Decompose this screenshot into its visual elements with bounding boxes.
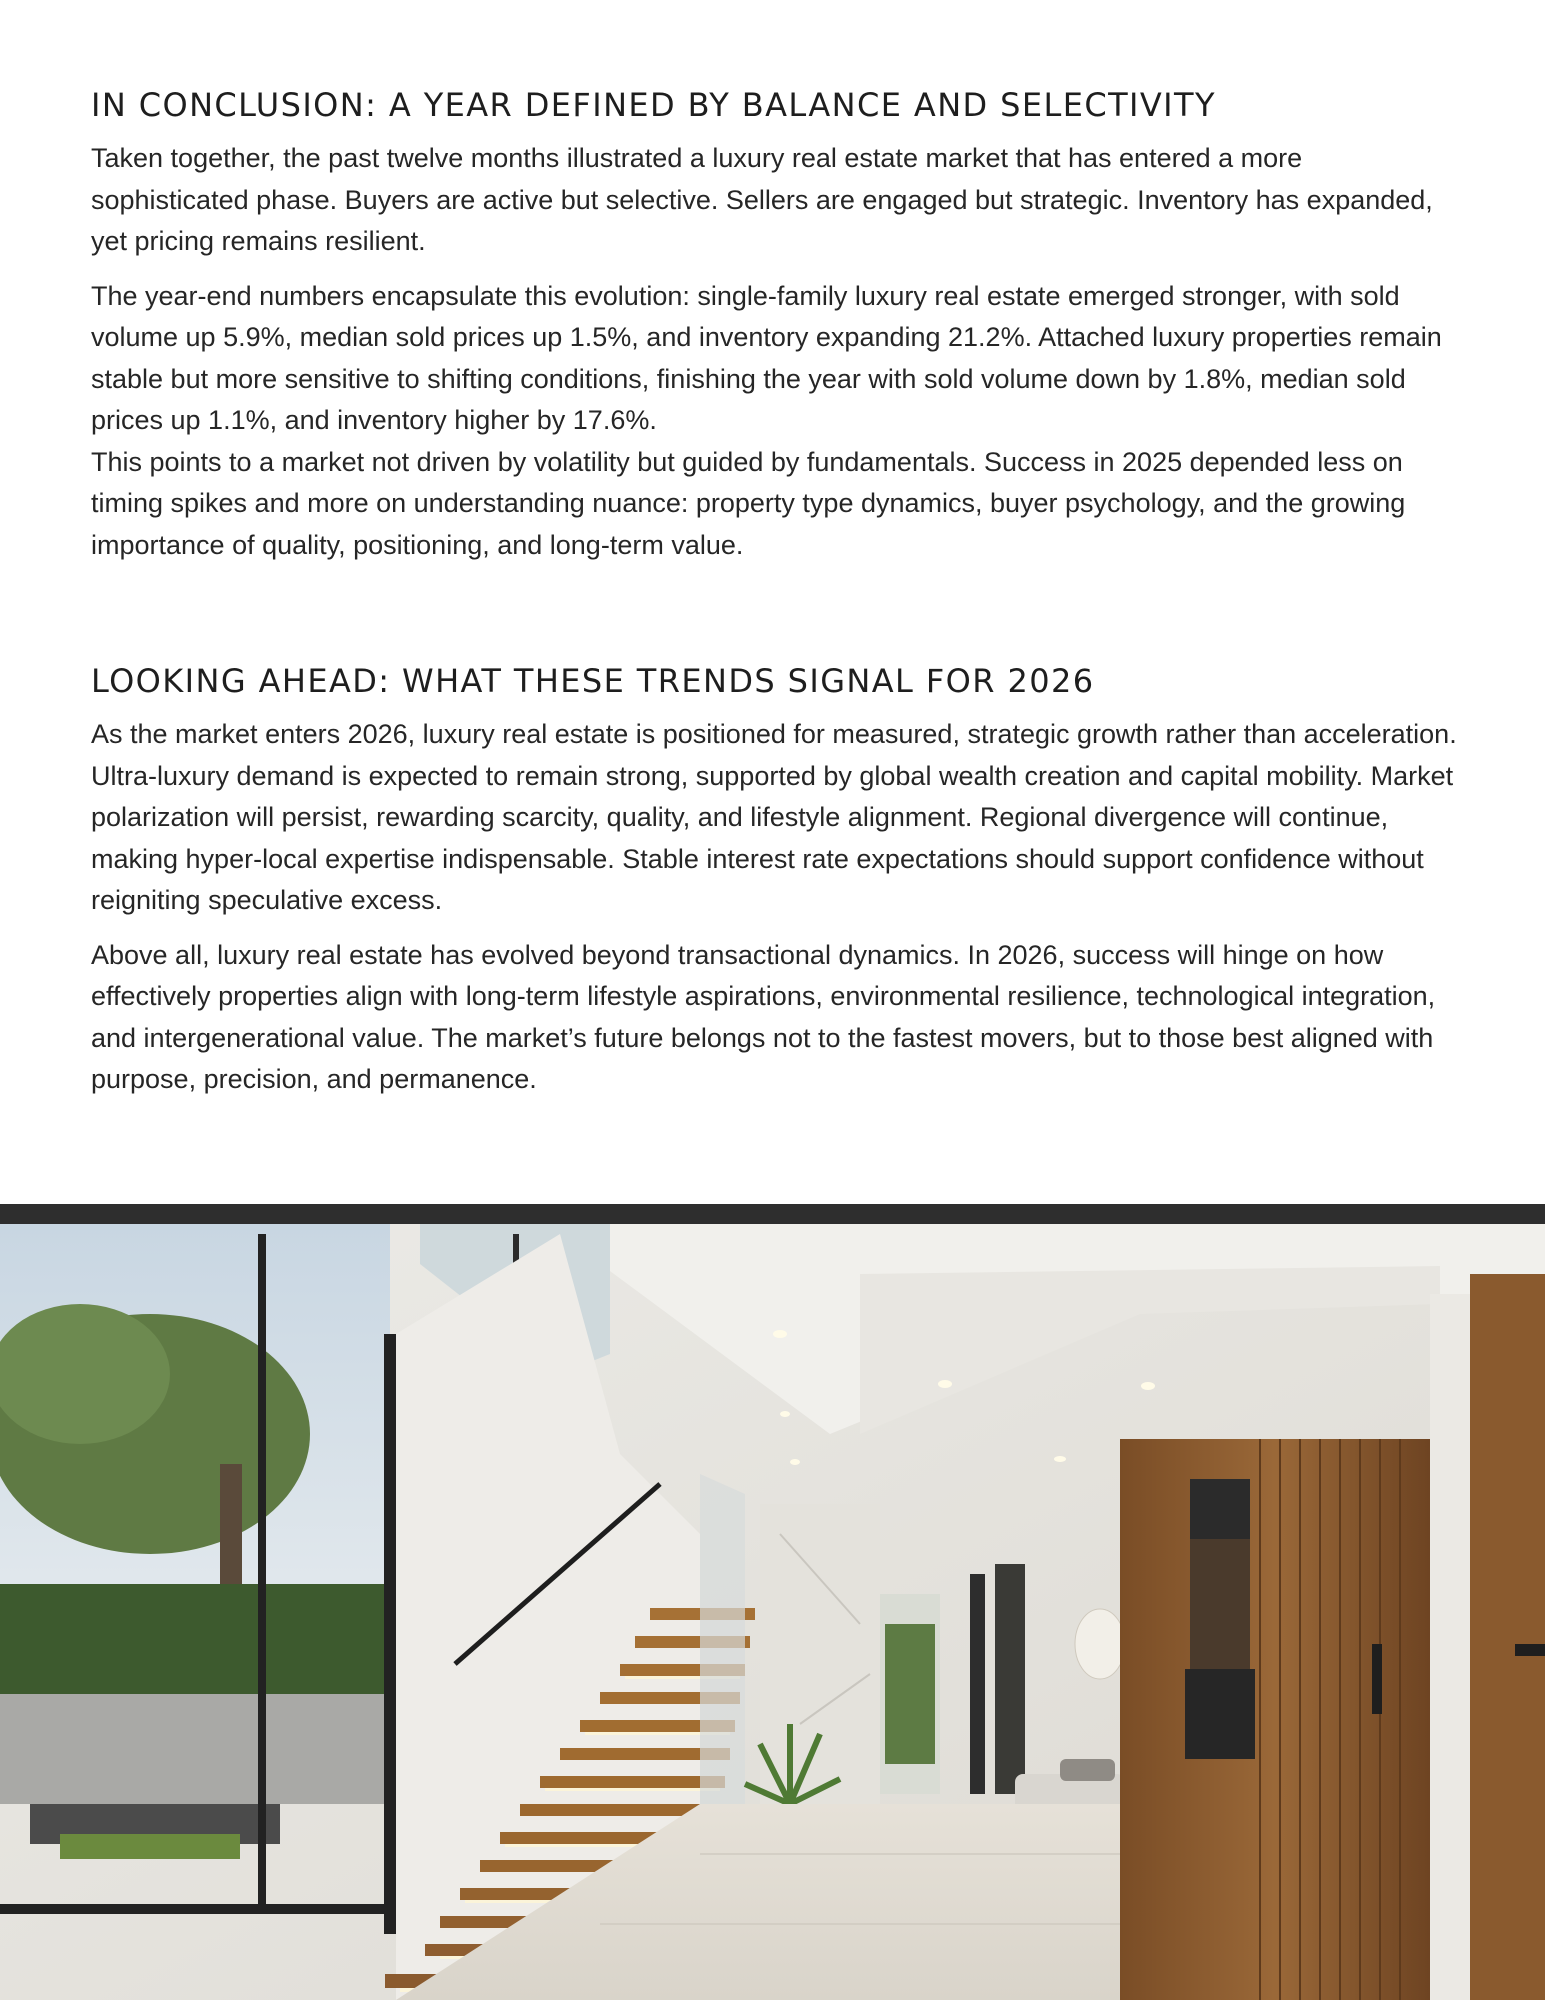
top-edge bbox=[0, 1204, 1545, 1224]
outlook-section bbox=[91, 656, 1461, 1101]
conclusion-paragraph-1: Taken together, the past twelve months illustrated a luxury real estate market that has entered a more sophisticated phase. Buyers are active but selective. Sellers are engaged but strategic. Inventory has expanded, yet pricing remains resilient. bbox=[91, 143, 1433, 256]
outlook-heading: LOOKING AHEAD: WHAT THESE TRENDS SIGNAL FOR 2026 bbox=[91, 662, 1095, 700]
round-mirror bbox=[1075, 1609, 1125, 1679]
article-content bbox=[91, 80, 1461, 1114]
conclusion-paragraph-2: The year-end numbers encapsulate this evolution: single-family luxury real estate emerged stronger, with sold volume up 5.9%, median sold prices up 1.5%, and inventory expanding 21.2%. Attached luxury properties remain stable but more sensitive to shifting conditions, finishing the year with sold volume down by 1.8%, median sold prices up 1.1%, and inventory higher by 17.6%. bbox=[91, 280, 1442, 435]
wood-door bbox=[1470, 1274, 1545, 2000]
window-frame-right bbox=[384, 1334, 396, 1934]
conclusion-heading: IN CONCLUSION: A YEAR DEFINED BY BALANCE AND SELECTIVITY bbox=[91, 86, 1216, 124]
outlook-paragraph-2: Above all, luxury real estate has evolved beyond transactional dynamics. In 2026, success will hinge on how effectively properties align with long-term lifestyle aspirations, environmental resilience, technological integration, and intergenerational value. The market’s future belongs not to the fastest movers, but to those best aligned with purpose, precision, and permanence. bbox=[91, 939, 1436, 1094]
conclusion-paragraph-3: This points to a market not driven by volatility but guided by fundamentals. Success in 2025 depended less on timing spikes and more on understanding nuance: property type dynamics, buyer psychology, and the growing importance of quality, positioning, and long-term value. bbox=[91, 446, 1406, 560]
window-sill bbox=[0, 1904, 396, 1914]
hedge bbox=[0, 1584, 390, 1704]
white-column bbox=[1430, 1294, 1470, 2000]
conclusion-section bbox=[91, 80, 1461, 566]
wood-panel-wall bbox=[1120, 1439, 1430, 2000]
window-mullion bbox=[258, 1234, 266, 1914]
driveway bbox=[0, 1694, 390, 1804]
living-dark-panel bbox=[995, 1564, 1025, 1794]
outlook-paragraph-1: As the market enters 2026, luxury real estate is positioned for measured, strategic growth rather than acceleration. Ultra-luxury demand is expected to remain strong, supported by global wealth creation and capital mobility. Market polarization will persist, rewarding scarcity, quality, and lifestyle alignment. Regional divergence will continue, making hyper-local expertise indispensable. Stable interest rate expectations should support confidence without reigniting speculative excess. bbox=[91, 719, 1457, 915]
interior-staircase-photo bbox=[0, 1204, 1545, 2000]
niche-cabinet bbox=[1190, 1479, 1250, 1539]
console-cabinet bbox=[1185, 1669, 1255, 1759]
door-handle bbox=[1372, 1644, 1382, 1714]
niche bbox=[1190, 1539, 1250, 1669]
